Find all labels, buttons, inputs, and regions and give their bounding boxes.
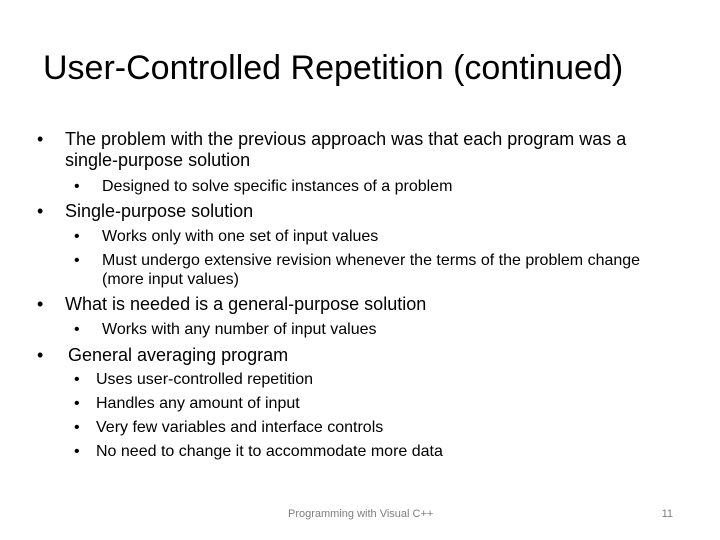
bullet-text: Single-purpose solution — [65, 201, 254, 221]
sub-bullet-text: Designed to solve specific instances of a problem — [102, 178, 453, 195]
sub-bullet-text: Works only with one set of input values — [102, 228, 379, 245]
bullet-text: The problem with the previous approach was that each program was a single-purpose solution — [65, 129, 627, 170]
bullet-text: What is needed is a general-purpose solution — [65, 294, 427, 314]
bullet-dot-icon: • — [74, 371, 80, 388]
bullet-dot-icon: • — [74, 252, 80, 269]
bullet-dot-icon: • — [74, 395, 80, 412]
sub-bullet-text: Very few variables and interface controls — [96, 419, 384, 436]
bullet-text: General averaging program — [68, 345, 289, 365]
bullet-dot-icon: • — [37, 345, 44, 365]
sub-bullet-text: Handles any amount of input — [96, 395, 300, 412]
bullet-dot-icon: • — [37, 294, 44, 314]
sub-bullet-text: No need to change it to accommodate more data — [96, 443, 443, 460]
bullet-dot-icon: • — [74, 443, 80, 460]
bullet-dot-icon: • — [74, 178, 80, 195]
bullet-dot-icon: • — [37, 129, 44, 149]
slide-footer: Programming with Visual C++ — [288, 508, 434, 520]
bullet-dot-icon: • — [74, 321, 80, 338]
bullet-dot-icon: • — [37, 201, 44, 221]
sub-bullet-text: Must undergo extensive revision whenever the terms of the problem change (more input values) — [102, 252, 641, 288]
bullet-dot-icon: • — [74, 419, 80, 436]
sub-bullet-text: Works with any number of input values — [102, 321, 377, 338]
sub-bullet-text: Uses user-controlled repetition — [96, 371, 313, 388]
slide-title: User-Controlled Repetition (continued) — [43, 49, 624, 87]
page-number: 11 — [661, 508, 673, 520]
bullet-dot-icon: • — [74, 228, 80, 245]
